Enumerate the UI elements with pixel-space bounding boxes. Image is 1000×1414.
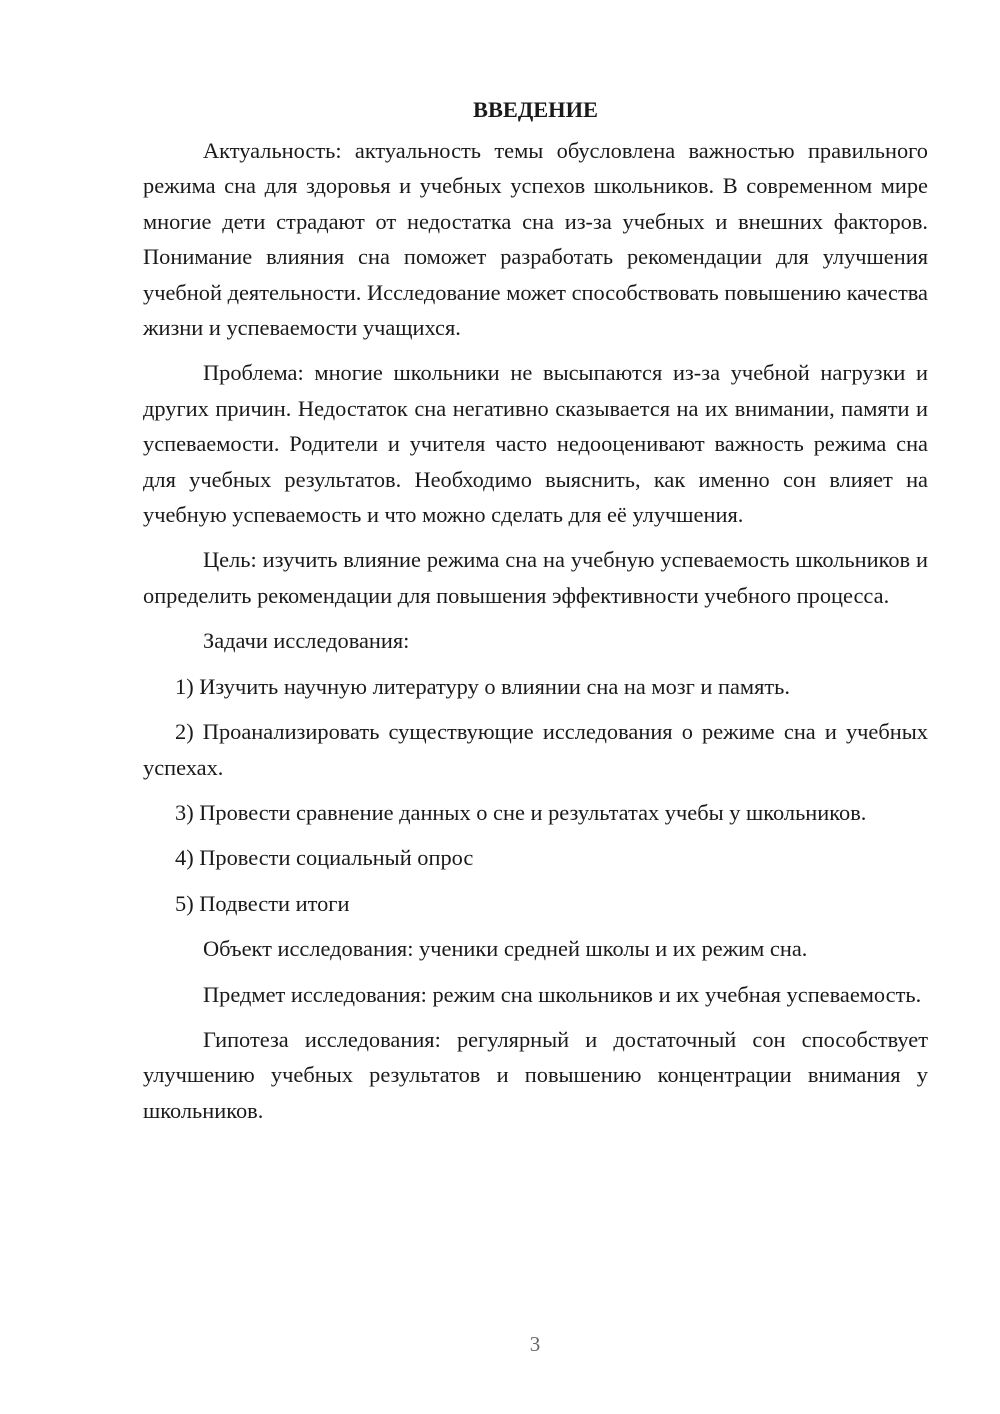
task-item-5: 5) Подвести итоги [175,890,350,916]
task-item-4: 4) Провести социальный опрос [175,845,474,871]
paragraph-subject: Предмет исследования: режим сна школьников и их учебная успеваемость. [203,981,922,1007]
task-item-3: 3) Провести сравнение данных о сне и результатах учебы у школьников. [175,799,867,825]
paragraph-relevance: Актуальность: актуальность темы обусловлена важностью правильного режима сна для здоровья и учебных успехов школьников. В современном мире многие дети страдают от недостатка сна из-за учебных и внешних факторов. Понимание влияния сна поможет разработать рекомендации для улучшения учебной деятельности. Исследование может способствовать повышению качества жизни и успеваемости учащихся. [143,138,928,341]
page-number: 3 [529,1332,541,1356]
section-title: ВВЕДЕНИЕ [473,97,598,122]
paragraph-goal: Цель: изучить влияние режима сна на учебную успеваемость школьников и определить рекомендации для повышения эффективности учебного процесса. [143,547,928,608]
paragraph-object: Объект исследования: ученики средней школы и их режим сна. [203,936,808,962]
task-item-2: 2) Проанализировать существующие исследования о режиме сна и учебных успехах. [143,719,928,780]
document-page [143,92,928,1138]
paragraph-problem: Проблема: многие школьники не высыпаются из-за учебной нагрузки и других причин. Недостаток сна негативно сказывается на их внимании, памяти и успеваемости. Родители и учителя часто недооценивают важность режима сна для учебных результатов. Необходимо выяснить, как именно сон влияет на учебную успеваемость и что можно сделать для её улучшения. [143,360,928,528]
paragraph-hypothesis: Гипотеза исследования: регулярный и достаточный сон способствует улучшению учебных результатов и повышению концентрации внимания у школьников. [143,1026,928,1123]
task-item-1: 1) Изучить научную литературу о влиянии сна на мозг и память. [175,673,790,699]
tasks-heading: Задачи исследования: [203,628,410,654]
